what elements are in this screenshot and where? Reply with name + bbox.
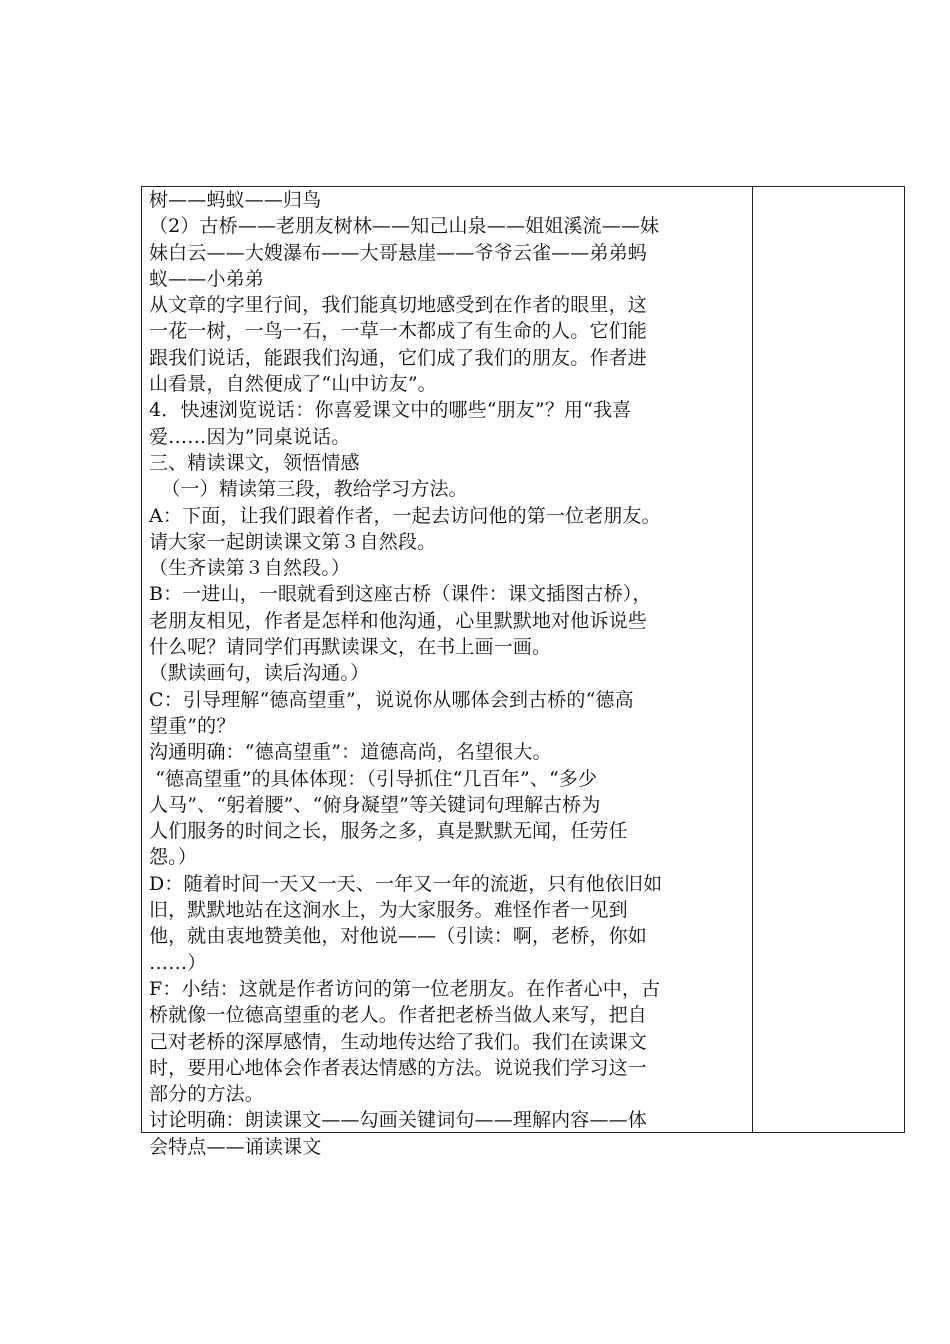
- text-line: 爱……因为”同桌说话。: [149, 425, 351, 448]
- text-line: 他，就由衷地赞美他，对他说——（引读：啊，老桥，你如: [149, 925, 647, 948]
- text-line: 人们服务的时间之长，服务之多，真是默默无闻，任劳任: [149, 820, 628, 843]
- text-line: 妹白云——大嫂瀑布——大哥悬崖——爷爷云雀——弟弟蚂: [149, 241, 647, 264]
- text-line: F：小结：这就是作者访问的第一位老朋友。在作者心中，古: [149, 977, 661, 1000]
- text-line: 沟通明确：“德高望重”：道德高尚，名望很大。: [149, 741, 552, 764]
- text-line: 从文章的字里行间，我们能真切地感受到在作者的眼里，这: [149, 294, 647, 317]
- text-line: ……）: [149, 951, 207, 974]
- lesson-plan-table: [141, 186, 905, 1158]
- notes-cell: [753, 187, 904, 1132]
- text-line: 跟我们说话，能跟我们沟通，它们成了我们的朋友。作者进: [149, 346, 647, 369]
- section-heading: 三、精读课文，领悟情感: [149, 451, 360, 474]
- text-line: 人马”、“躬着腰”、“俯身凝望”等关键词句理解古桥为: [149, 793, 601, 816]
- text-line: （2）古桥——老朋友树林——知己山泉——姐姐溪流——妹: [149, 215, 660, 238]
- text-line: 4．快速浏览说话：你喜爱课文中的哪些“朋友”？用“我喜: [149, 399, 632, 422]
- lesson-content-cell: [142, 187, 753, 1158]
- text-line: 时，要用心地体会作者表达情感的方法。说说我们学习这一: [149, 1056, 647, 1079]
- text-line: 望重”的？: [149, 714, 236, 737]
- text-line: A：下面，让我们跟着作者，一起去访问他的第一位老朋友。: [149, 504, 661, 527]
- text-line: 会特点——诵读课文: [149, 1135, 322, 1158]
- text-line: 老朋友相见，作者是怎样和他沟通，心里默默地对他诉说些: [149, 609, 647, 632]
- subsection-heading: （一）精读第三段，教给学习方法。: [149, 478, 468, 501]
- text-line: 桥就像一位德高望重的老人。作者把老桥当做人来写，把自: [149, 1004, 647, 1027]
- text-line: 蚁——小弟弟: [149, 267, 264, 290]
- text-line: （默读画句，读后沟通。）: [149, 662, 370, 685]
- text-line: 请大家一起朗读课文第３自然段。: [149, 530, 437, 553]
- text-line: D：随着时间一天又一天、一年又一年的流逝，只有他依旧如: [149, 872, 663, 895]
- text-line: 怨。）: [149, 846, 197, 869]
- text-line: 山看景，自然便成了“山中访友”。: [149, 373, 437, 396]
- text-line: 树——蚂蚁——归鸟: [149, 189, 322, 211]
- text-line: C：引导理解“德高望重”，说说你从哪体会到古桥的“德高: [149, 688, 634, 711]
- text-line: B：一进山，一眼就看到这座古桥（课件：课文插图古桥），: [149, 583, 652, 606]
- text-line: 一花一树，一鸟一石，一草一木都成了有生命的人。它们能: [149, 320, 647, 343]
- text-line: 旧，默默地站在这涧水上，为大家服务。难怪作者一见到: [149, 899, 628, 922]
- text-line: （生齐读第３自然段。）: [149, 557, 351, 580]
- text-line: 己对老桥的深厚感情，生动地传达给了我们。我们在读课文: [149, 1030, 647, 1053]
- text-line: 讨论明确：朗读课文——勾画关键词句——理解内容——体: [149, 1109, 647, 1132]
- text-line: 部分的方法。: [149, 1083, 264, 1106]
- text-line: 什么呢？请同学们再默读课文，在书上画一画。: [149, 636, 552, 659]
- text-line: “德高望重”的具体体现：（引导抓住“几百年”、“多少: [149, 767, 598, 790]
